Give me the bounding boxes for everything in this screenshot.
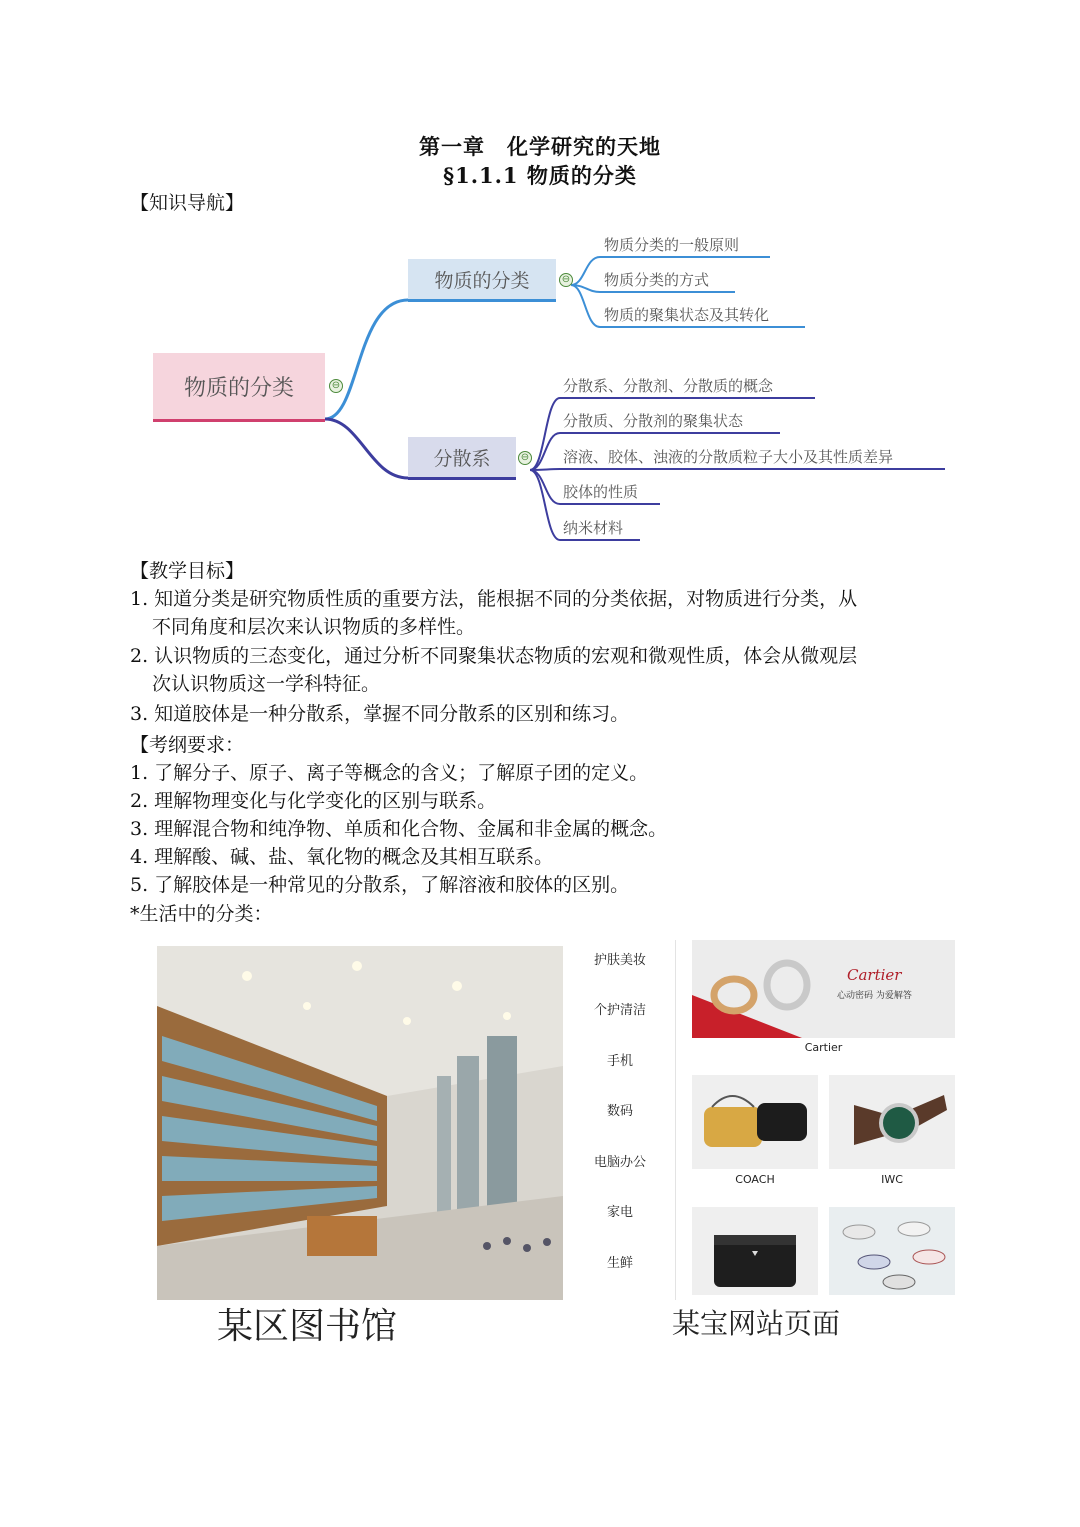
- goal-line: 次认识物质这一学科特征。: [152, 673, 381, 695]
- teaching-goal-item: [130, 642, 960, 698]
- exam-req-item: 3. 理解混合物和纯净物、单质和化合物、金属和非金属的概念。: [130, 818, 668, 840]
- exam-req-heading: 【考纲要求：: [130, 734, 245, 756]
- mindmap-leaf: 物质分类的一般原则: [604, 236, 740, 254]
- section-title: §1.1.1 物质的分类: [443, 163, 637, 188]
- brand-label-cartier: Cartier: [804, 1041, 843, 1054]
- divider: [675, 940, 676, 1300]
- mindmap-root: 物质的分类: [153, 353, 325, 422]
- mindmap-branch-classification: 物质的分类: [408, 259, 556, 302]
- collapse-icon[interactable]: ⊖: [329, 379, 343, 393]
- shop-caption: 某宝网站页面: [672, 1307, 841, 1340]
- teaching-goal-item: [130, 700, 960, 728]
- mindmap-leaf: 溶液、胶体、浊液的分散质粒子大小及其性质差异: [563, 448, 894, 466]
- mindmap-leaf: 分散系、分散剂、分散质的概念: [563, 377, 774, 395]
- cartier-logo: Cartier: [847, 966, 902, 984]
- cartier-slogan: 心动密码 为爱解答: [837, 991, 912, 1001]
- brand-label-coach: COACH: [735, 1173, 775, 1186]
- chapter-title: 第一章 化学研究的天地: [419, 134, 661, 159]
- collapse-icon[interactable]: ⊖: [559, 273, 573, 287]
- exam-req-item: 4. 理解酸、碱、盐、氧化物的概念及其相互联系。: [130, 846, 554, 868]
- goal-line: 2. 认识物质的三态变化，通过分析不同聚集状态物质的宏观和微观性质，体会从微观层: [130, 645, 858, 667]
- bag-image: [692, 1075, 818, 1169]
- mindmap-leaf: 纳米材料: [563, 519, 624, 537]
- cartier-product-card[interactable]: [692, 940, 955, 1038]
- shop-category[interactable]: 电脑办公: [593, 1155, 646, 1170]
- library-caption: 某区图书馆: [217, 1306, 398, 1347]
- mindmap-leaf: 胶体的性质: [563, 483, 639, 501]
- mindmap-branch-dispersion: 分散系: [408, 437, 516, 480]
- teaching-goals-heading: 【教学目标】: [130, 560, 245, 582]
- library-photo: [157, 946, 563, 1300]
- teaching-goal-item: [130, 585, 960, 641]
- product-card[interactable]: [829, 1207, 955, 1295]
- watch-image: [829, 1075, 955, 1169]
- exam-req-item: 1. 了解分子、原子、离子等概念的含义；了解原子团的定义。: [130, 762, 649, 784]
- exam-req-item: 2. 理解物理变化与化学变化的区别与联系。: [130, 790, 497, 812]
- goal-line: 不同角度和层次来认识物质的多样性。: [152, 616, 476, 638]
- shop-category[interactable]: 家电: [606, 1205, 633, 1220]
- library-illustration: [157, 946, 563, 1300]
- goal-line: 3. 知道胶体是一种分散系，掌握不同分散系的区别和练习。: [130, 703, 630, 725]
- life-classification-heading: *生活中的分类：: [130, 903, 273, 925]
- goal-line: 1. 知道分类是研究物质性质的重要方法，能根据不同的分类依据，对物质进行分类，从: [130, 588, 858, 610]
- sneakers-image: [829, 1207, 955, 1295]
- shop-category[interactable]: 手机: [606, 1054, 633, 1069]
- knowledge-nav-heading: 【知识导航】: [130, 192, 245, 214]
- exam-req-item: 5. 了解胶体是一种常见的分散系，了解溶液和胶体的区别。: [130, 874, 630, 896]
- shop-category[interactable]: 数码: [606, 1104, 633, 1119]
- ring-image: [692, 940, 955, 1038]
- mindmap-leaf: 分散质、分散剂的聚集状态: [563, 412, 744, 430]
- product-card[interactable]: [692, 1207, 818, 1295]
- shop-category[interactable]: 生鲜: [606, 1256, 633, 1271]
- collapse-icon[interactable]: ⊖: [518, 451, 532, 465]
- iwc-product-card[interactable]: [829, 1075, 955, 1169]
- handbag-image: [692, 1207, 818, 1295]
- shop-category[interactable]: 护肤美妆: [593, 953, 646, 968]
- mindmap-leaf: 物质的聚集状态及其转化: [604, 306, 770, 324]
- coach-product-card[interactable]: [692, 1075, 818, 1169]
- mindmap-leaf: 物质分类的方式: [604, 271, 710, 289]
- brand-label-iwc: IWC: [881, 1173, 903, 1186]
- shop-category[interactable]: 个护清洁: [593, 1003, 646, 1018]
